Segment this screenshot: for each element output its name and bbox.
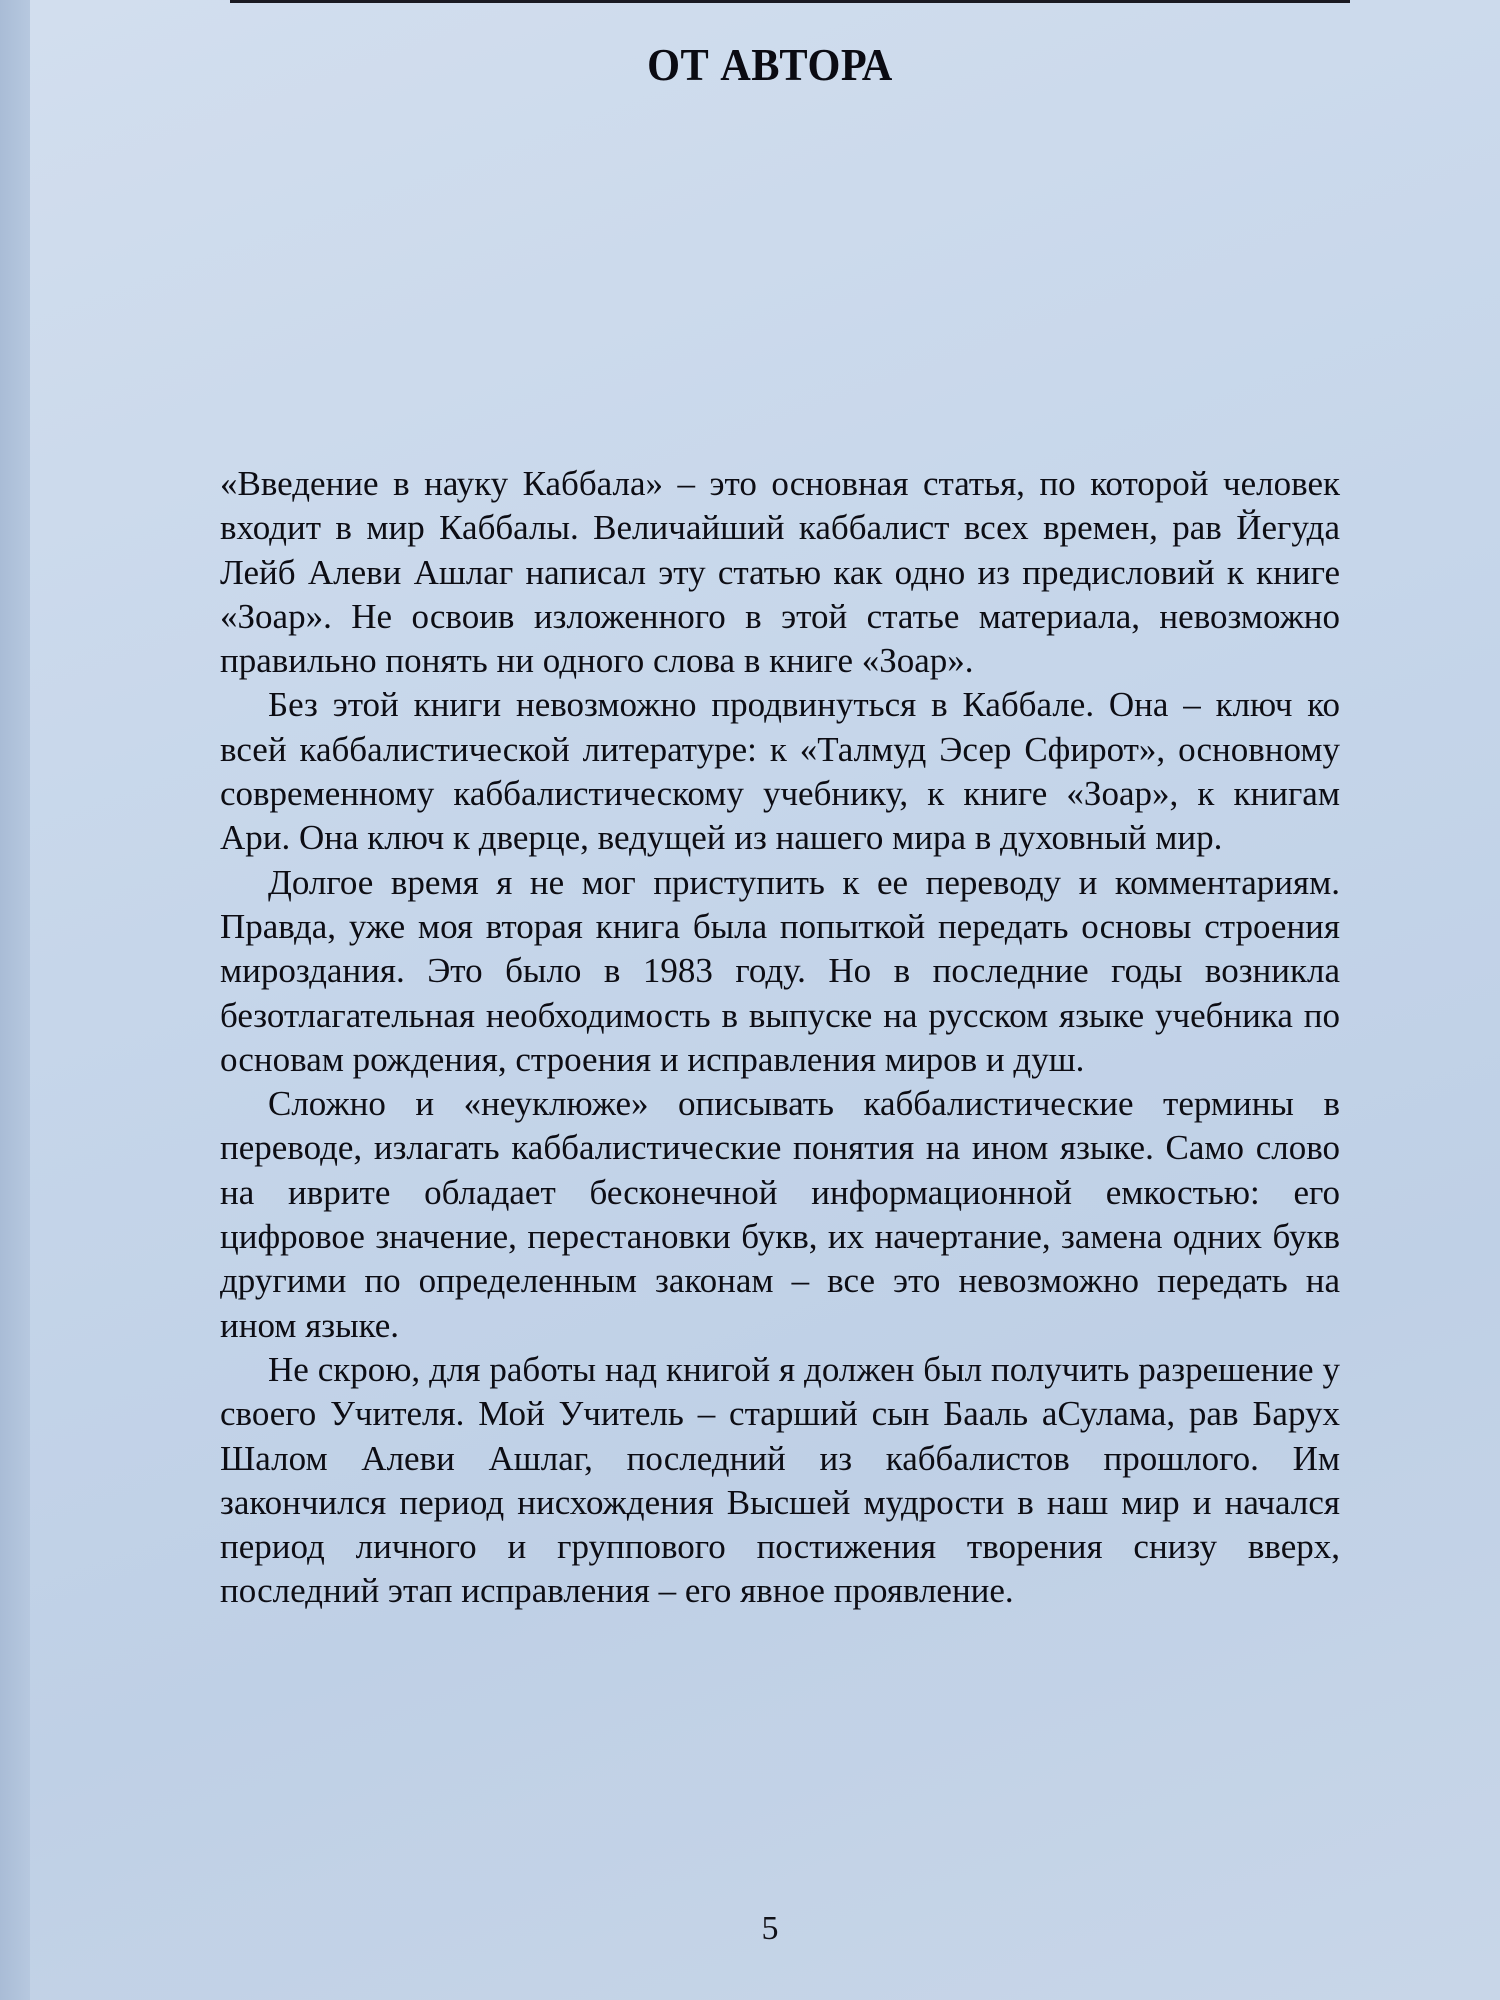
header-rule xyxy=(230,0,1350,3)
paragraph-4: Сложно и «неуклюже» описывать каббалистические термины в переводе, излагать каббалистические понятия на ином языке. Само слово на иврите обладает бесконечной информационной емкостью: его цифровое значение, перестановки букв, их начертание, замена одних букв другими по определенным законам – все это невозможно передать на ином языке. xyxy=(220,1084,1340,1345)
body-text xyxy=(220,462,1340,1614)
book-page xyxy=(30,0,1500,2000)
page-number: 5 xyxy=(761,1910,779,1947)
paragraph-5: Не скрою, для работы над книгой я должен был получить разрешение у своего Учителя. Мой Учитель – старший сын Бааль аСулама, рав Барух Шалом Алеви Ашлаг, последний из каббалистов прошлого. Им закончился период нисхождения Высшей мудрости в наш мир и начался период личного и группового постижения творения снизу вверх, последний этап исправления – его явное проявление. xyxy=(220,1349,1340,1611)
chapter-title: ОТ АВТОРА xyxy=(647,39,893,90)
paragraph-3: Долгое время я не мог приступить к ее переводу и комментариям. Правда, уже моя вторая книга была попыткой передать основы строения мироздания. Это было в 1983 году. Но в последние годы возникла безотлагательная необходимость в выпуске на русском языке учебника по основам рождения, строения и исправления миров и душ. xyxy=(220,862,1340,1079)
paragraph-1: «Введение в науку Каббала» – это основная статья, по которой человек входит в мир Каббалы. Величайший каббалист всех времен, рав Йегуда Лейб Алеви Ашлаг написал эту статью как одно из предисловий к книге «Зоар». Не освоив изложенного в этой статье материала, невозможно правильно понять ни одного слова в книге «Зоар». xyxy=(220,464,1340,681)
paragraph-2: Без этой книги невозможно продвинуться в Каббале. Она – ключ ко всей каббалистической литературе: к «Талмуд Эсер Сфирот», основному современному каббалистическому учебнику, к книге «Зоар», к книгам Ари. Она ключ к дверце, ведущей из нашего мира в духовный мир. xyxy=(220,685,1340,858)
